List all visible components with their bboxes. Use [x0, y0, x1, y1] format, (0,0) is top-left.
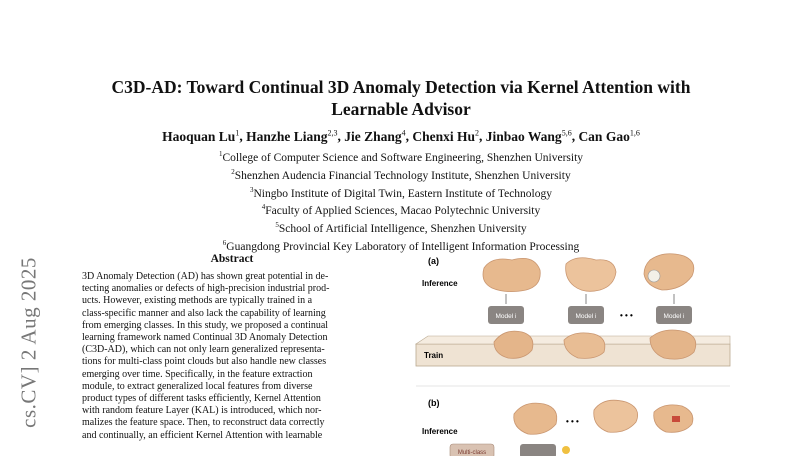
abstract-heading: Abstract: [210, 253, 254, 265]
panel-b-label: (b): [428, 398, 440, 408]
abstract-line: (C3D-AD), which can not only learn generalized representa-: [82, 344, 325, 356]
author: Can Gao$^{1,6}$: [578, 128, 640, 144]
affiliation: $^4$Faculty of Applied Sciences, Macao Polytechnic University: [261, 203, 541, 218]
inference-label-a: Inference: [422, 279, 458, 288]
abstract-line: with random feature Layer (KAL) is introduced, which nor-: [82, 405, 322, 417]
affiliation: $^5$School of Artificial Intelligence, Shenzhen University: [275, 221, 527, 236]
author: Haoquan Lu$^1$: [162, 128, 240, 144]
ellipsis: • • •: [566, 417, 579, 426]
abstract-line: ucts. However, existing methods are typically trained in a: [82, 295, 313, 307]
affiliation: $^1$College of Computer Science and Software Engineering, Shenzhen University: [218, 150, 584, 164]
author: Chenxi Hu$^2$: [412, 128, 480, 144]
abstract-line: product types of different tasks efficiently, Kernel Attention: [82, 393, 321, 405]
author-list: Haoquan Lu$^1$, Hanzhe Liang$^{2,3}$, Jie Zhang$^4$, Chenxi Hu$^2$, Jinbao Wang$^{5,6}$, Can Gao$^{1,6}$: [162, 128, 640, 144]
ellipsis: • • •: [620, 311, 633, 320]
abstract-line: and continually, an efficient Kernel Attention with learnable: [82, 429, 323, 441]
advisor-figure-icon: [648, 270, 660, 282]
author: Jinbao Wang$^{5,6}$: [485, 128, 572, 144]
abstract-line: learning framework named Continual 3D Anomaly Detection: [82, 332, 328, 344]
object-part-top-1: [483, 258, 540, 291]
title-line-1: C3D-AD: Toward Continual 3D Anomaly Detection via Kernel Attention with: [111, 77, 691, 97]
abstract-line: class-specific manner and also lack the capability of learning: [82, 307, 326, 319]
model-box: [520, 444, 556, 456]
train-label: Train: [424, 351, 444, 360]
abstract-line: 3D Anomaly Detection (AD) has shown great potential in de-: [82, 271, 329, 282]
abstract-line: tions for multi-class point clouds but also handle new classes: [82, 356, 327, 368]
abstract-line: tecting anomalies or defects of high-precision industrial prod-: [82, 283, 330, 295]
anomaly-mark: [672, 416, 680, 422]
model-label: Model i: [495, 313, 517, 320]
object-part-shelf-1: [494, 331, 533, 358]
abstract-body: [82, 271, 382, 442]
paper-title: [60, 76, 742, 120]
abstract-line: module, to extract generalized local features from diverse: [82, 380, 313, 392]
model-label: Model i: [663, 313, 685, 320]
affiliation: $^3$Ningbo Institute of Digital Twin, Eastern Institute of Technology: [249, 185, 553, 200]
author: Hanzhe Liang$^{2,3}$: [246, 128, 338, 144]
object-part-b-1: [514, 403, 557, 434]
affiliation-list: [60, 147, 742, 254]
affiliation: $^2$Shenzhen Audencia Financial Technology Institute, Shenzhen University: [231, 167, 571, 182]
abstract-line: emerging over time. Specifically, in the feature extraction: [82, 368, 313, 380]
multiclass-label: Multi-class: [457, 450, 487, 456]
abstract-line: malizes the feature space. Then, to reconstruct data correctly: [82, 417, 325, 429]
object-part-top-2: [566, 258, 616, 292]
author: Jie Zhang$^4$: [344, 128, 406, 144]
abstract-line: from emerging classes. In this study, we proposed a continual: [82, 319, 329, 331]
arxiv-stamp: cs.CV] 2 Aug 2025: [16, 257, 41, 428]
advisor-icon: [562, 446, 570, 454]
panel-a-label: (a): [428, 256, 439, 266]
title-line-2: Learnable Advisor: [331, 99, 471, 119]
affiliation: $^6$Guangdong Provincial Key Laboratory of Intelligent Information Processing: [222, 239, 580, 253]
model-label: Model i: [575, 313, 597, 320]
teaser-figure: [414, 246, 744, 456]
object-part-b-2: [594, 400, 638, 432]
inference-label-b: Inference: [422, 427, 458, 436]
